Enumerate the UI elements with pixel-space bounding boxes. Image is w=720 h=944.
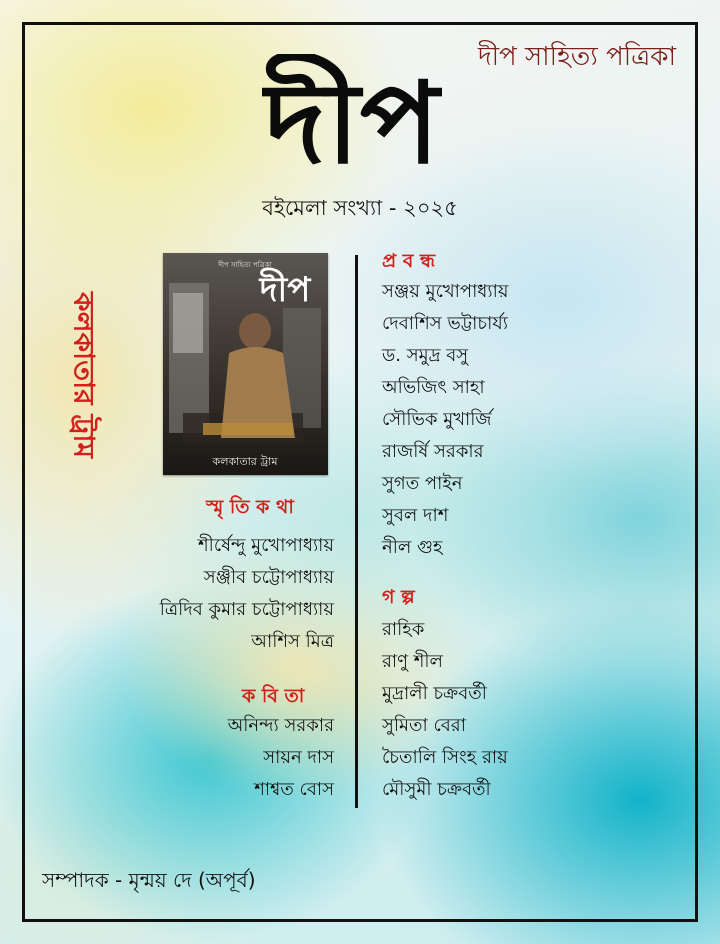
author-item: সঞ্জীব চট্টোপাধ্যায় — [203, 567, 334, 588]
column-divider — [355, 255, 358, 808]
cover-story-title — [60, 250, 104, 500]
section-kobita-title: ক বি তা — [242, 685, 305, 707]
author-item: চৈতালি সিংহ রায় — [382, 747, 508, 768]
author-item: সৌভিক মুখার্জি — [382, 409, 492, 430]
section-smritikatha-title: স্মৃ তি ক থা — [206, 496, 294, 518]
author-item: শাশ্বত বোস — [254, 779, 334, 800]
cover-story-title-text: কলকাতার ট্রাম — [67, 292, 101, 458]
author-item: সুবল দাশ — [382, 505, 449, 526]
author-item: ড. সমুদ্র বসু — [382, 345, 469, 366]
author-item: আশিস মিত্র — [251, 631, 334, 652]
author-item: ত্রিদিব কুমার চট্টোপাধ্যায় — [159, 599, 334, 620]
author-item: সুমিতা বেরা — [382, 715, 466, 736]
magazine-brand: দীপ সাহিত্য পত্রিকা — [477, 42, 676, 72]
cover-mini-logo: দীপ — [259, 270, 311, 310]
magazine-logo — [262, 54, 442, 174]
cover-caption: কলকাতার ট্রাম — [212, 455, 278, 468]
golpo-list — [382, 614, 508, 806]
author-item: রাহিক — [382, 619, 425, 640]
probondho-list — [382, 276, 508, 564]
author-item: নীল গুহ — [382, 537, 443, 558]
author-item: রাণু শীল — [382, 651, 443, 672]
cover-image — [163, 253, 328, 475]
section-probondho-title: প্র ব ন্ধ — [382, 250, 436, 272]
kobita-list — [228, 710, 334, 806]
author-item: দেবাশিস ভট্টাচার্য্য — [382, 313, 508, 334]
smritikatha-list — [160, 530, 334, 658]
logo-text: দীপ — [264, 59, 431, 174]
author-item: শীর্ষেন্দু মুখোপাধ্যায় — [198, 535, 334, 556]
author-item: মুদ্রালী চক্রবর্তী — [382, 683, 487, 704]
author-item: অনিন্দ্য সরকার — [227, 715, 334, 736]
author-item: সায়ন দাস — [263, 747, 334, 768]
section-golpo-title: গ ল্প — [382, 586, 415, 608]
author-item: সঞ্জয় মুখোপাধ্যায় — [382, 281, 509, 302]
author-item: সুগত পাইন — [382, 473, 463, 494]
cover-thumbnail — [163, 253, 328, 475]
editor-credit: সম্পাদক - মৃন্ময় দে (অপূর্ব) — [42, 868, 256, 892]
author-item: রাজর্ষি সরকার — [382, 441, 484, 462]
issue-title: বইমেলা সংখ্যা - ২০২৫ — [262, 196, 458, 220]
author-item: মৌসুমী চক্রবর্তী — [382, 779, 491, 800]
cover-mini-brand: দীপ সাহিত্য পত্রিকা — [218, 261, 272, 269]
author-item: অভিজিৎ সাহা — [382, 377, 485, 398]
